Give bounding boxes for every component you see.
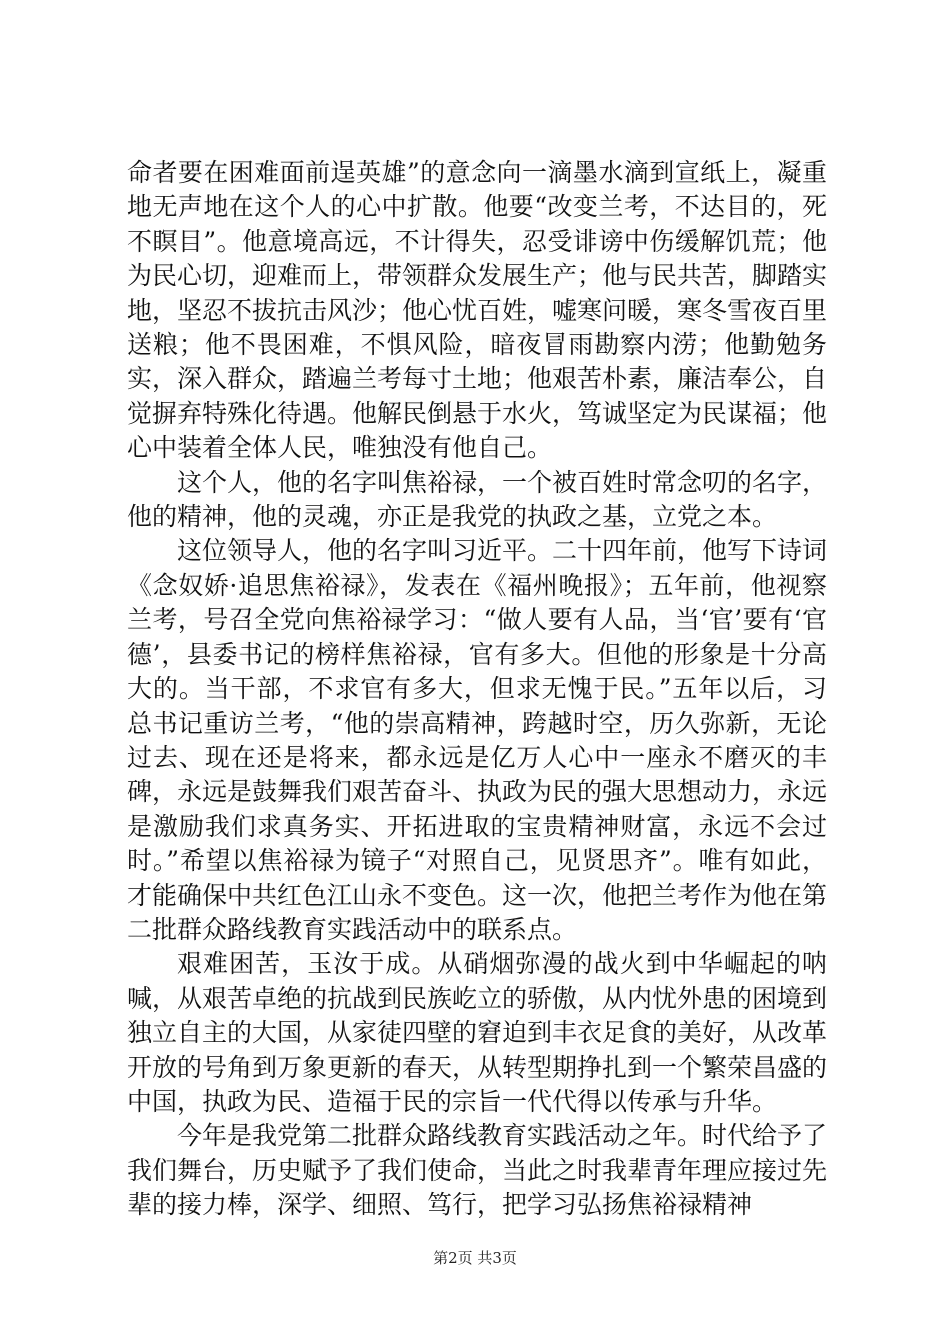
page-footer xyxy=(0,1247,950,1268)
paragraph-2: 这个人，他的名字叫焦裕禄，一个被百姓时常念叨的名字，他的精神，他的灵魂，亦正是我党的执政之基，立党之本。 xyxy=(127,467,828,532)
paragraph-4: 艰难困苦，玉汝于成。从硝烟弥漫的战火到中华崛起的呐喊，从艰苦卓绝的抗战到民族屹立的骄傲，从内忧外患的困境到独立自主的大国，从家徒四壁的窘迫到丰衣足食的美好，从改革开放的号角到万象更新的春天，从转型期挣扎到一个繁荣昌盛的中国，执政为民、造福于民的宗旨一代代得以传承与升华。 xyxy=(127,949,828,1116)
paragraph-1: 命者要在困难面前逞英雄”的意念向一滴墨水滴到宣纸上，凝重地无声地在这个人的心中扩散。他要“改变兰考，不达目的，死不瞑目”。他意境高远，不计得失，忍受诽谤中伤缓解饥荒；他为民心切，迎难而上，带领群众发展生产；他与民共苦，脚踏实地，坚忍不拔抗击风沙；他心忧百姓，嘘寒问暖，寒冬雪夜百里送粮；他不畏困难，不惧风险，暗夜冒雨勘察内涝；他勤勉务实，深入群众，踏遍兰考每寸土地；他艰苦朴素，廉洁奉公，自觉摒弃特殊化待遇。他解民倒悬于水火，笃诚坚定为民谋福；他心中装着全体人民，唯独没有他自己。 xyxy=(127,158,828,463)
document-body xyxy=(127,156,827,1223)
page-number-label: 第2页 共3页 xyxy=(433,1249,517,1267)
paragraph-3: 这位领导人，他的名字叫习近平。二十四年前，他写下诗词《念奴娇·追思焦裕禄》，发表在《福州晚报》；五年前，他视察兰考，号召全党向焦裕禄学习：“做人要有人品，当‘官’要有‘官德’，县委书记的榜样焦裕禄，官有多大。但他的形象是十分高大的。当干部，不求官有多大，但求无愧于民。”五年以后，习总书记重访兰考，“他的崇高精神，跨越时空，历久弥新，无论过去、现在还是将来，都永远是亿万人心中一座永不磨灭的丰碑，永远是鼓舞我们艰苦奋斗、执政为民的强大思想动力，永远是激励我们求真务实、开拓进取的宝贵精神财富，永远不会过时。”希望以焦裕禄为镜子“对照自己，见贤思齐”。唯有如此，才能确保中共红色江山永不变色。这一次，他把兰考作为他在第二批群众路线教育实践活动中的联系点。 xyxy=(127,536,828,944)
paragraph-5: 今年是我党第二批群众路线教育实践活动之年。时代给予了我们舞台，历史赋予了我们使命，当此之时我辈青年理应接过先辈的接力棒，深学、细照、笃行，把学习弘扬焦裕禄精神 xyxy=(127,1121,828,1220)
